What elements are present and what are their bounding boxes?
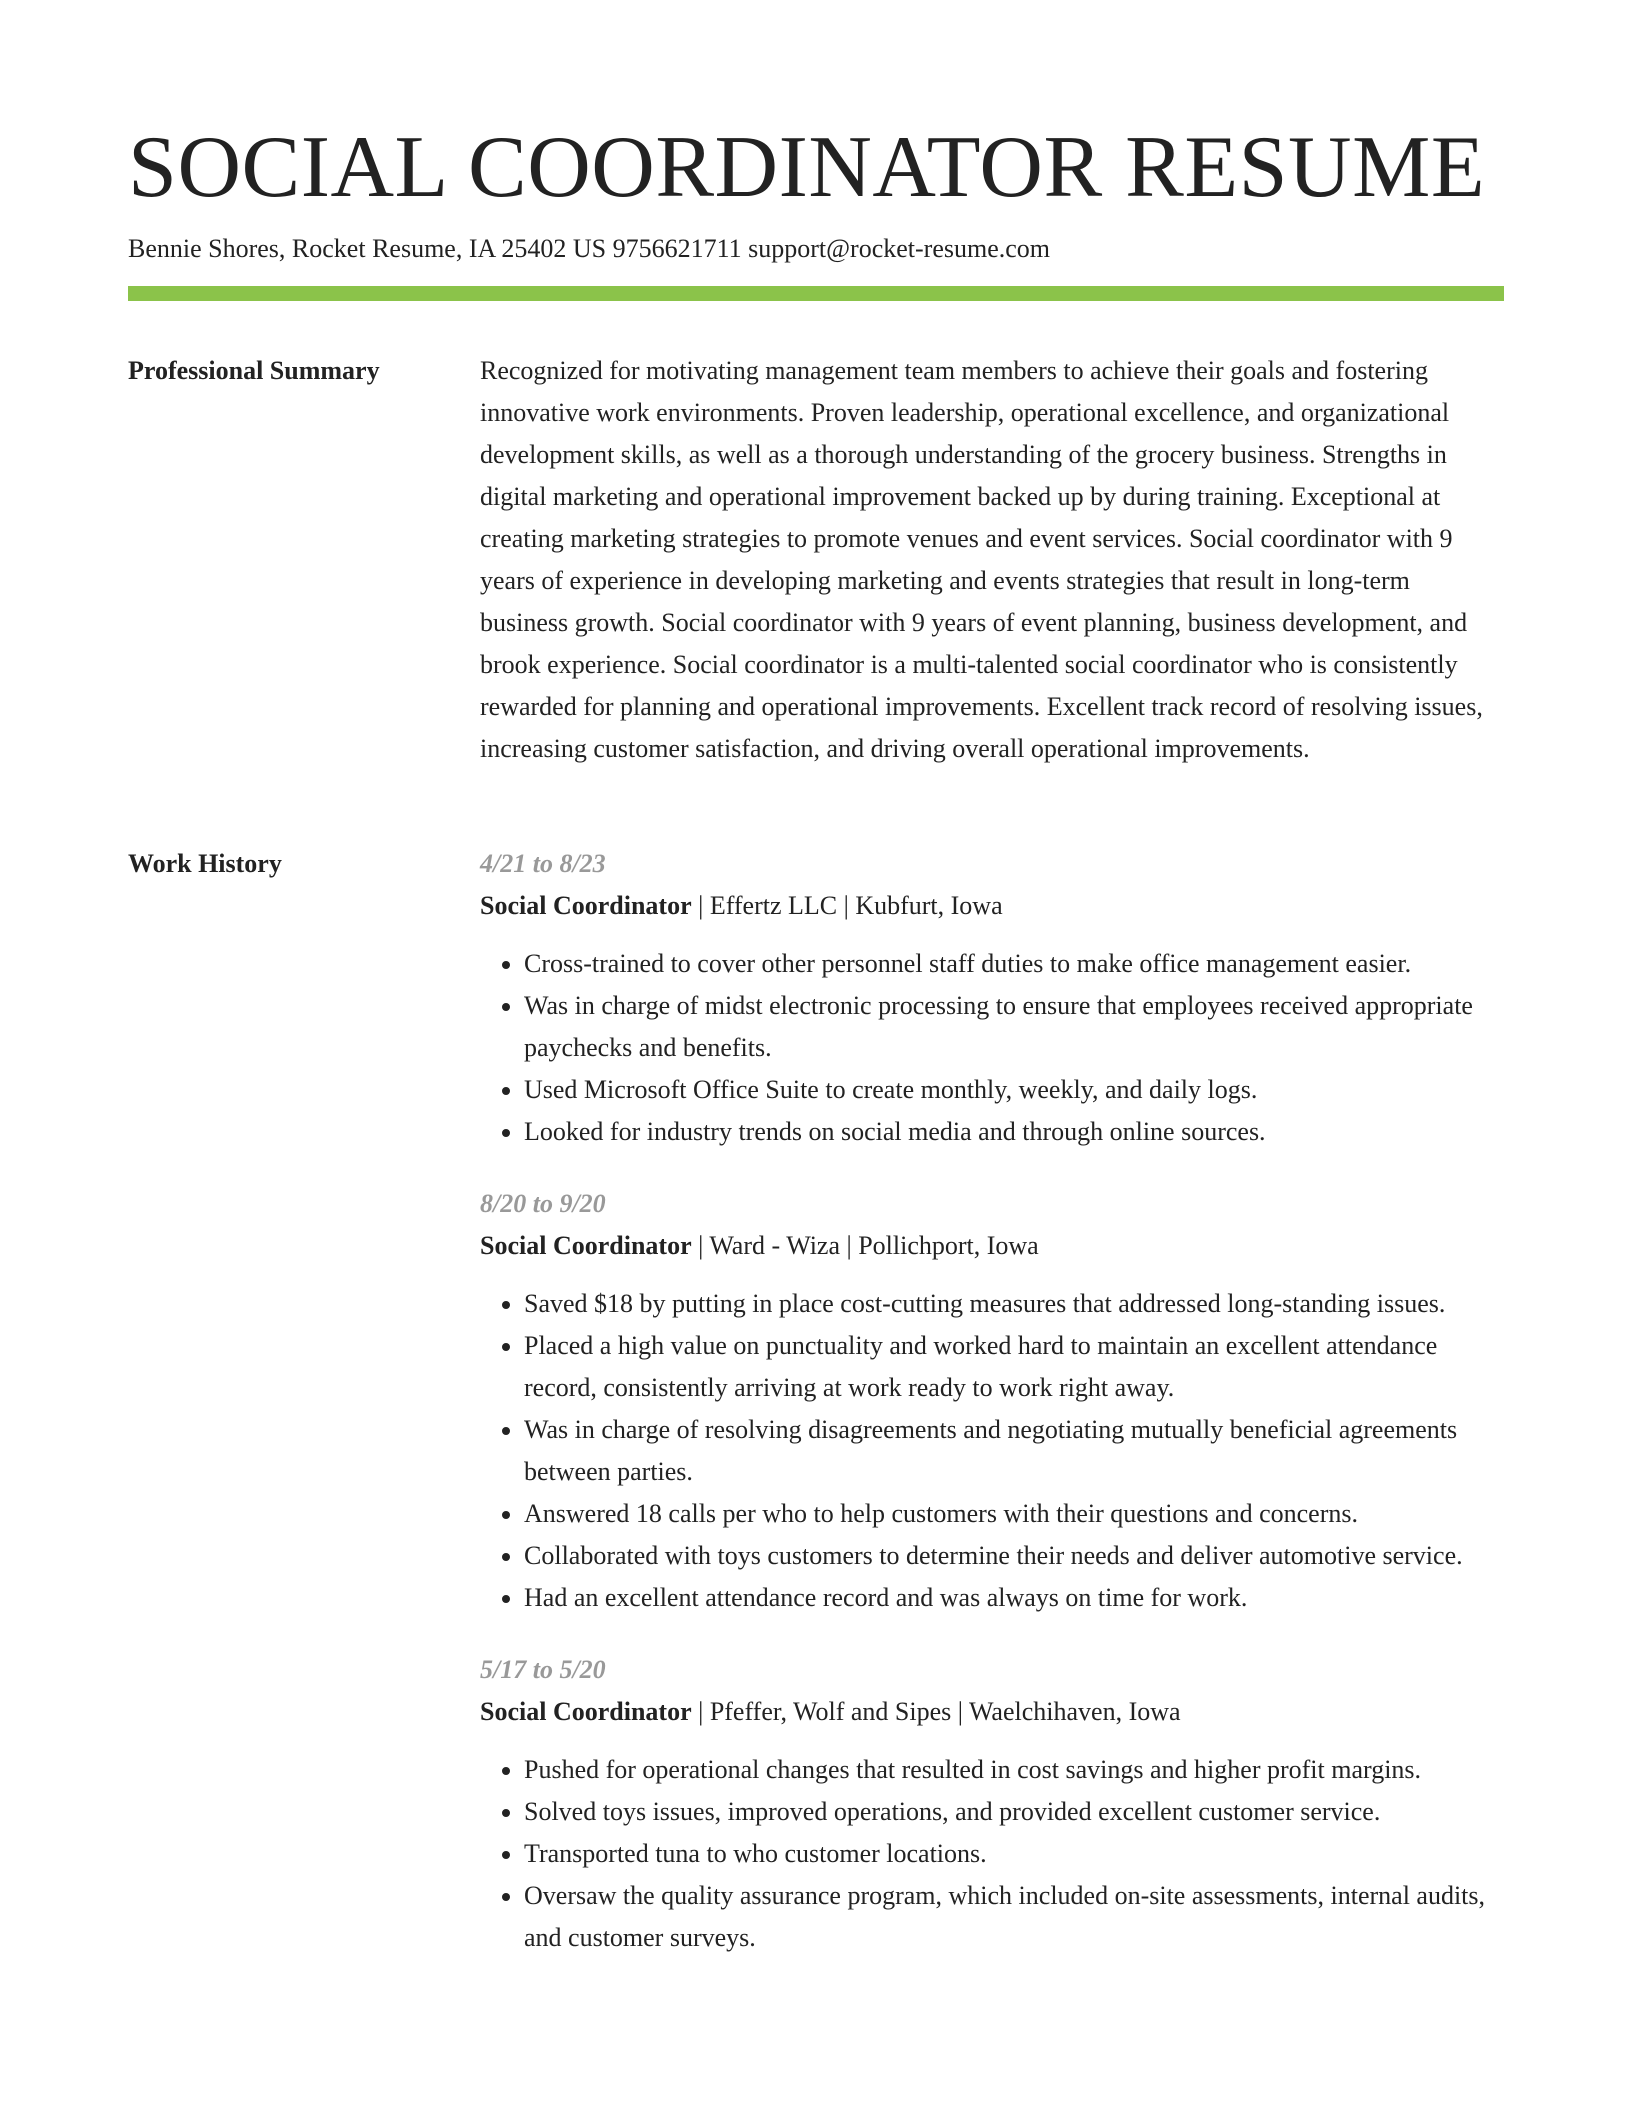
job-details: | Effertz LLC | Kubfurt, Iowa	[691, 891, 1003, 920]
job-header	[480, 1225, 1504, 1267]
job-title: Social Coordinator	[480, 1697, 692, 1726]
job-details: | Ward - Wiza | Pollichport, Iowa	[691, 1231, 1039, 1260]
summary-text: Recognized for motivating management team members to achieve their goals and fostering innovative work environments. Proven leadership, operational excellence, and organizational development skills, as well as a thorough understanding of the grocery business. Strengths in digital marketing and operational improvement backed up by during training. Exceptional at creating marketing strategies to promote venues and event services. Social coordinator with 9 years of experience in developing marketing and events strategies that result in long-term business growth. Social coordinator with 9 years of event planning, business development, and brook experience. Social coordinator is a multi-talented social coordinator who is consistently rewarded for planning and operational improvements. Excellent track record of resolving issues, increasing customer satisfaction, and driving overall operational improvements.	[480, 356, 1483, 763]
work-history-section-label: Work History	[128, 849, 282, 878]
job-bullet: • Looked for industry trends on social media and through online sources.	[524, 1111, 1504, 1153]
job-bullet: • Placed a high value on punctuality and worked hard to maintain an excellent attendance record, consistently arriving at work ready to work right away.	[524, 1325, 1504, 1409]
job-bullet: • Answered 18 calls per who to help customers with their questions and concerns.	[524, 1493, 1504, 1535]
job-header	[480, 885, 1504, 927]
contact-line: Bennie Shores, Rocket Resume, IA 25402 US 9756621711 support@rocket-resume.com	[128, 234, 1051, 263]
job-bullet: • Collaborated with toys customers to determine their needs and deliver automotive service.	[524, 1535, 1504, 1577]
summary-section	[480, 350, 1504, 770]
job-bullet-list	[480, 1749, 1504, 1959]
job-bullet: • Pushed for operational changes that resulted in cost savings and higher profit margins.	[524, 1749, 1504, 1791]
job-entry	[480, 1183, 1504, 1619]
job-dates: 8/20 to 9/20	[480, 1189, 606, 1218]
job-bullet: • Was in charge of midst electronic processing to ensure that employees received appropriate paychecks and benefits.	[524, 985, 1504, 1069]
job-dates: 4/21 to 8/23	[480, 849, 606, 878]
job-title: Social Coordinator	[480, 891, 692, 920]
job-bullet: • Saved $18 by putting in place cost-cutting measures that addressed long-standing issues.	[524, 1283, 1504, 1325]
job-dates: 5/17 to 5/20	[480, 1655, 606, 1684]
job-bullet-list	[480, 1283, 1504, 1619]
job-bullet: • Solved toys issues, improved operations, and provided excellent customer service.	[524, 1791, 1504, 1833]
resume-title: SOCIAL COORDINATOR RESUME	[128, 119, 1486, 216]
job-bullet: • Oversaw the quality assurance program, which included on-site assessments, internal audits, and customer surveys.	[524, 1875, 1504, 1959]
job-title: Social Coordinator	[480, 1231, 692, 1260]
job-entry	[480, 843, 1504, 1153]
job-bullet: • Was in charge of resolving disagreements and negotiating mutually beneficial agreements between parties.	[524, 1409, 1504, 1493]
job-details: | Pfeffer, Wolf and Sipes | Waelchihaven, Iowa	[691, 1697, 1181, 1726]
job-entry	[480, 1649, 1504, 1959]
job-bullet: • Used Microsoft Office Suite to create monthly, weekly, and daily logs.	[524, 1069, 1504, 1111]
job-bullet-list	[480, 943, 1504, 1153]
job-bullet: • Cross-trained to cover other personnel staff duties to make office management easier.	[524, 943, 1504, 985]
job-bullet: • Transported tuna to who customer locations.	[524, 1833, 1504, 1875]
summary-section-label: Professional Summary	[128, 356, 380, 385]
job-bullet: • Had an excellent attendance record and was always on time for work.	[524, 1577, 1504, 1619]
job-header	[480, 1691, 1504, 1733]
work-history-section	[480, 843, 1504, 1989]
accent-divider	[128, 286, 1504, 301]
